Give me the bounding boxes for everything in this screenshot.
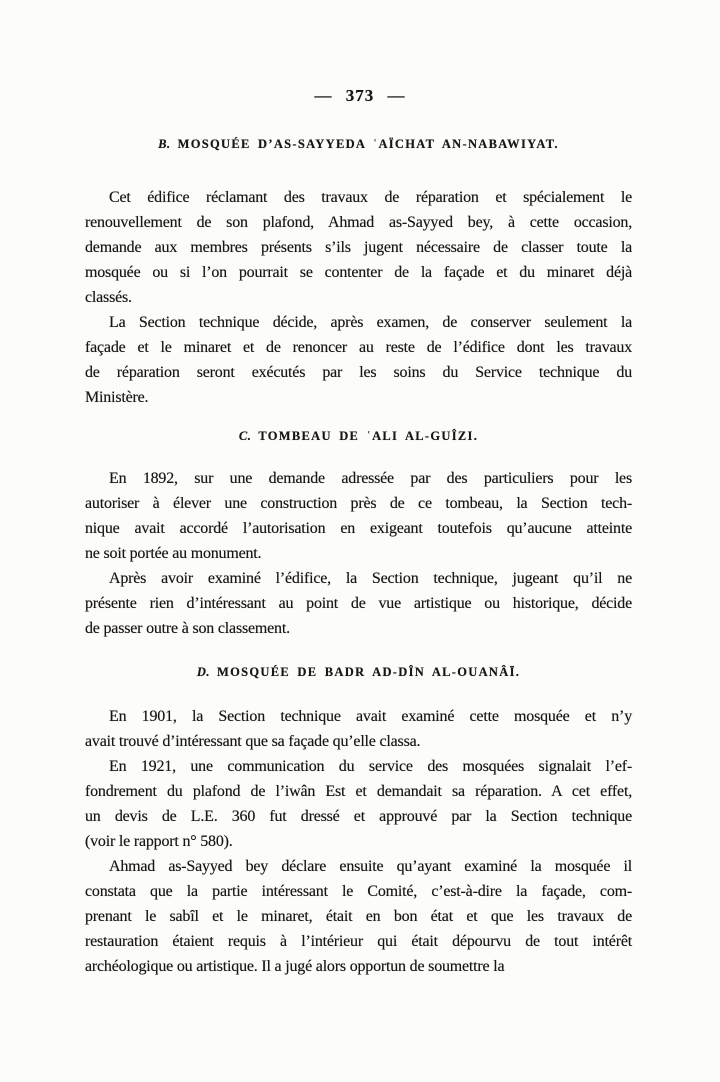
text-line: En 1892, sur une demande adressée par des particuliers pour les — [109, 470, 632, 487]
text-line: demande aux membres présents s’ils jugent nécessaire de classer toute la — [85, 239, 632, 256]
section-letter: D. — [196, 665, 210, 679]
text-line: de passer outre à son classement. — [85, 620, 290, 637]
text-line: Ahmad as-Sayyed bey déclare ensuite qu’ayant examiné la mosquée il — [109, 858, 632, 875]
text-line: ne soit portée au monument. — [85, 545, 262, 562]
text-line: archéologique ou artistique. Il a jugé alors opportun de soumettre la — [85, 958, 505, 975]
text-line: avait trouvé d’intéressant que sa façade qu’elle classa. — [85, 733, 421, 750]
text-line: fondrement du plafond de l’iwân Est et demandait sa réparation. A cet effet, — [85, 783, 632, 800]
text-line: nique avait accordé l’autorisation en exigeant toutefois qu’aucune atteinte — [85, 520, 632, 537]
text-line: (voir le rapport n° 580). — [85, 833, 233, 850]
page-number: — 373 — — [314, 86, 406, 105]
text-line: un devis de L.E. 360 fut dressé et approuvé par la Section technique — [85, 808, 632, 825]
text-line: classés. — [85, 289, 132, 306]
text-line: façade et le minaret et de renoncer au reste de l’édifice dont les travaux — [85, 339, 632, 356]
paragraph — [85, 466, 632, 566]
text-line: En 1901, la Section technique avait examiné cette mosquée et n’y — [109, 708, 632, 725]
text-line: renouvellement de son plafond, Ahmad as-Sayyed bey, à cette occasion, — [85, 214, 632, 231]
paragraph — [85, 310, 632, 410]
text-line: mosquée ou si l’on pourrait se contenter de la façade et du minaret déjà — [85, 264, 632, 281]
text-line: Ministère. — [85, 389, 149, 406]
text-line: En 1921, une communication du service des mosquées signalait l’ef- — [109, 758, 632, 775]
paragraph — [85, 704, 632, 754]
text-line: présente rien d’intéressant au point de vue artistique ou historique, décide — [85, 595, 632, 612]
text-line: de réparation seront exécutés par les soins du Service technique du — [85, 364, 632, 381]
text-line: Cet édifice réclamant des travaux de réparation et spécialement le — [109, 189, 632, 206]
section-title: TOMBEAU DE ʿALI AL-GUÎZI. — [258, 429, 479, 443]
text-line: autoriser à élever une construction près de ce tombeau, la Section tech- — [85, 495, 632, 512]
section-title: MOSQUÉE DE BADR AD-DÎN AL-OUANÂĪ. — [216, 665, 521, 679]
section-heading-b — [85, 136, 632, 152]
paragraph — [85, 566, 632, 641]
text-line: Après avoir examiné l’édifice, la Section technique, jugeant qu’il ne — [109, 570, 632, 587]
section-title: MOSQUÉE D’AS-SAYYEDA ʿAÏCHAT AN-NABAWIYAT. — [177, 137, 559, 151]
text-line: prenant le sabîl et le minaret, était en bon état et que les travaux de — [85, 908, 632, 925]
paragraph — [85, 185, 632, 310]
text-line: La Section technique décide, après examen, de conserver seulement la — [109, 314, 632, 331]
section-letter: B. — [158, 137, 171, 151]
section-heading-d — [85, 664, 632, 680]
text-line: restauration étaient requis à l’intérieur qui était dépourvu de tout intérêt — [85, 933, 632, 950]
text-block — [85, 0, 632, 979]
paragraph — [85, 754, 632, 854]
section-heading-c — [85, 428, 632, 444]
paragraph — [85, 854, 632, 979]
text-line: constata que la partie intéressant le Comité, c’est-à-dire la façade, com- — [85, 883, 632, 900]
section-letter: C. — [238, 429, 252, 443]
